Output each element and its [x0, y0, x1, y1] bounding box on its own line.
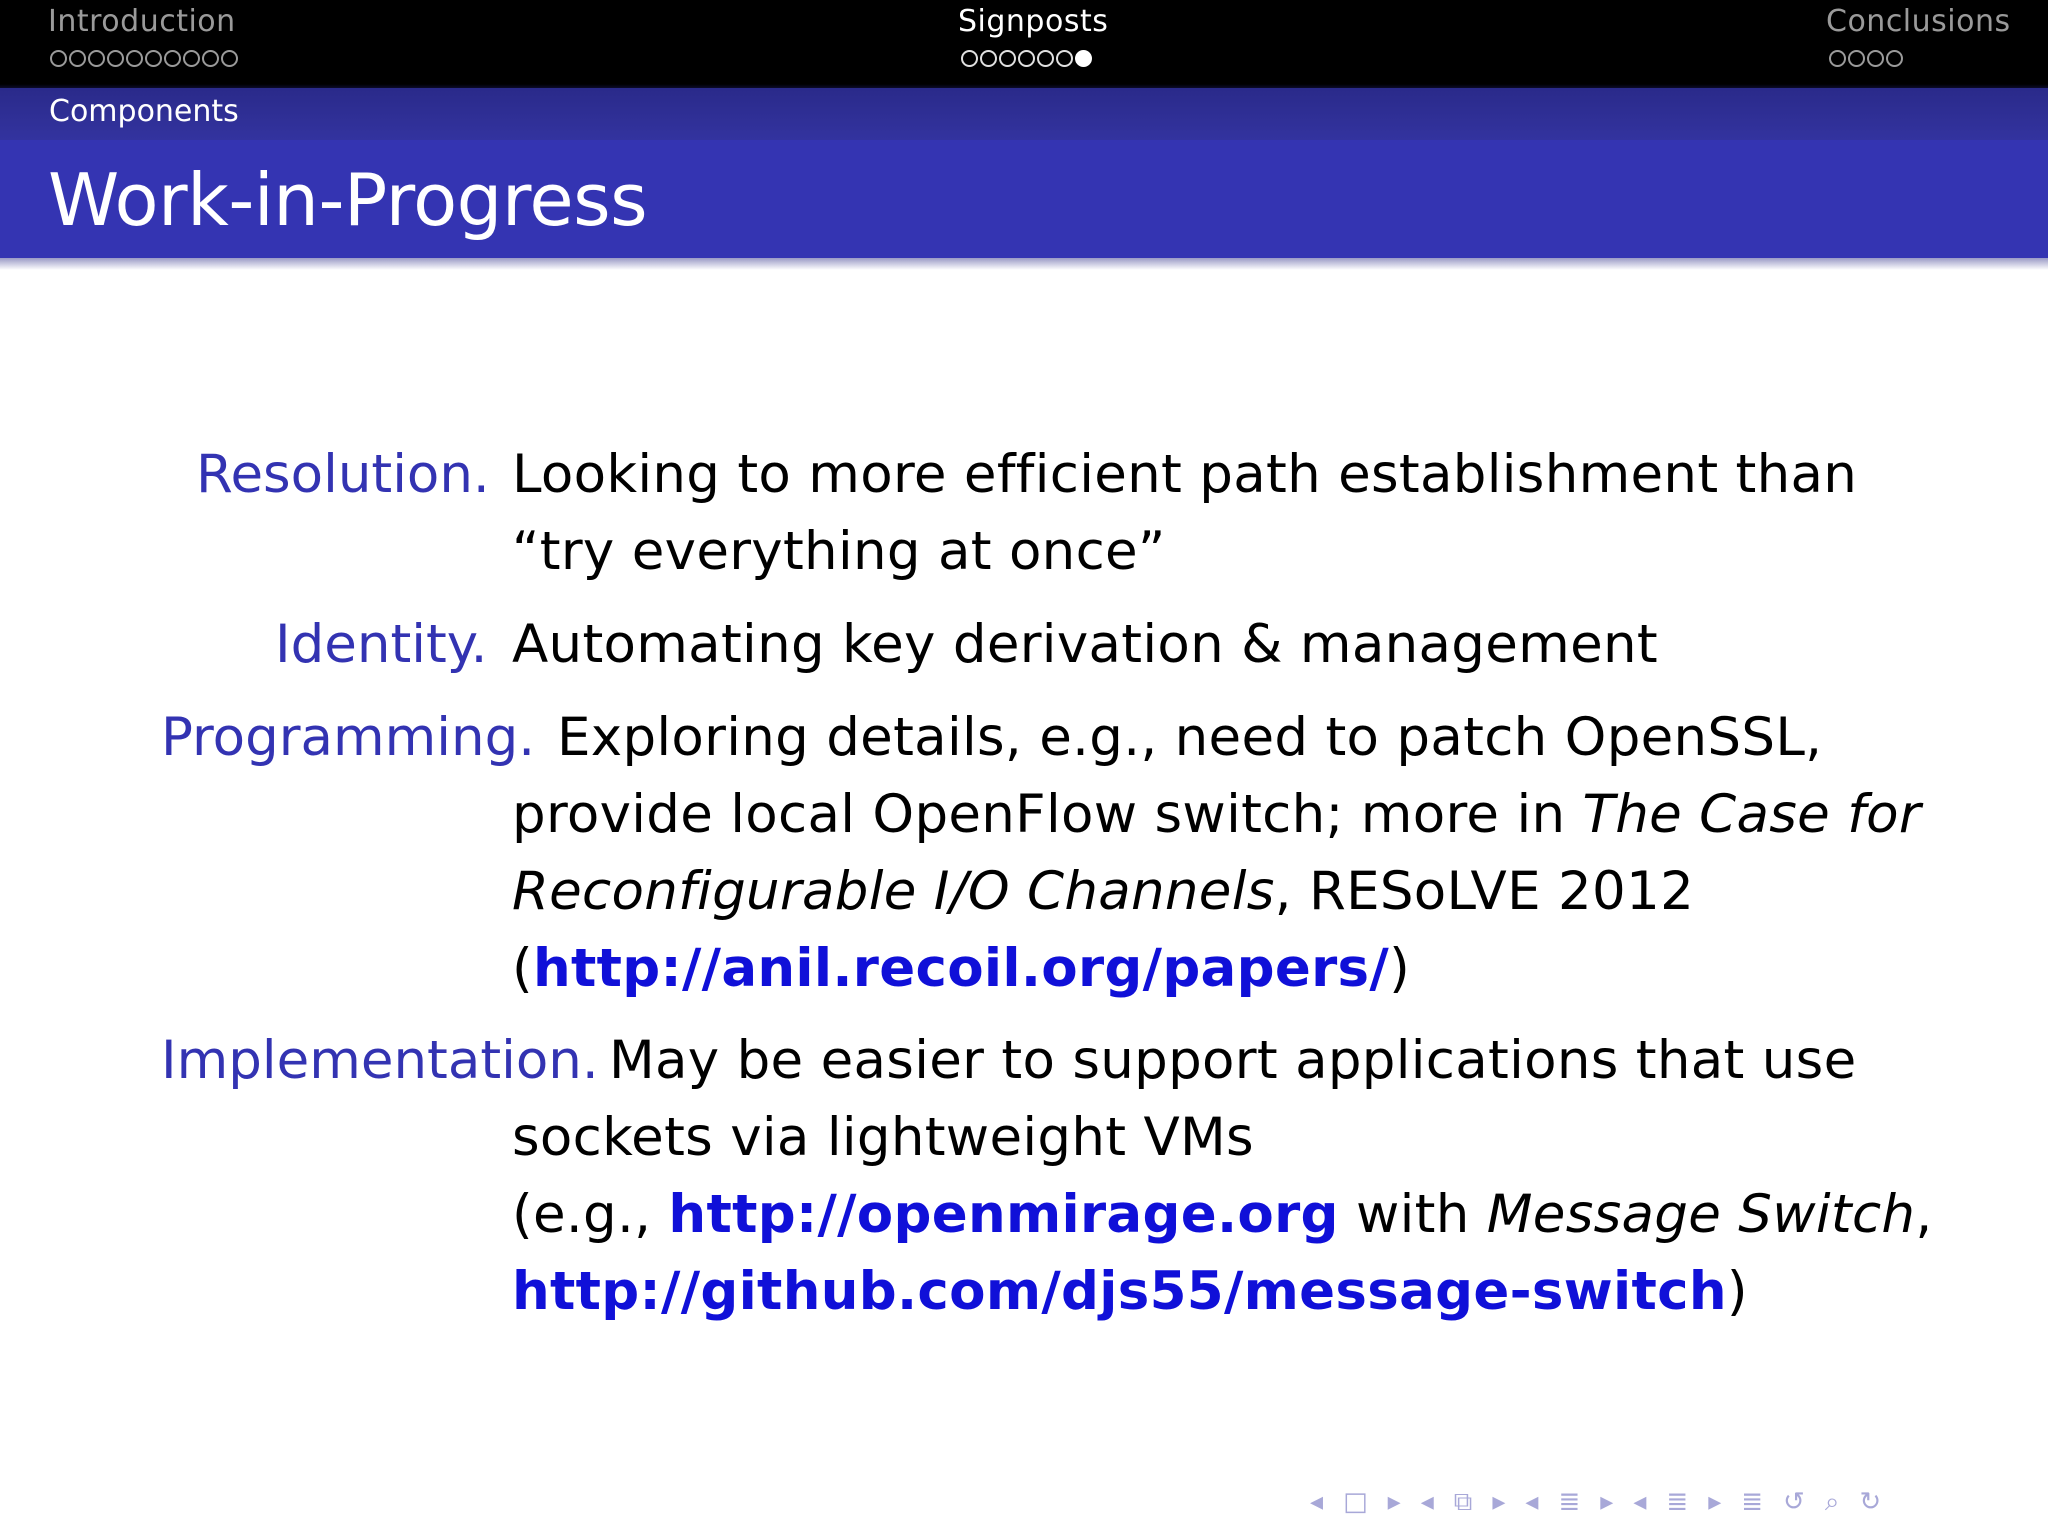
prev-section-icon[interactable]: ◂ — [1633, 1487, 1647, 1517]
close-paren: ) — [1389, 938, 1411, 999]
programming-line-3 — [512, 861, 1694, 922]
message-switch-name: Message Switch — [1486, 1184, 1916, 1245]
nav-section-signposts[interactable]: Signposts — [958, 4, 1109, 39]
implementation-line-1: May be easier to support applications that use — [609, 1030, 1857, 1091]
next-subsection-icon[interactable]: ▸ — [1600, 1487, 1614, 1517]
current-frame-dot[interactable] — [1075, 50, 1092, 67]
frame-icon[interactable]: □ — [1343, 1487, 1368, 1517]
close-paren: ) — [1726, 1261, 1748, 1322]
prev-slide-icon[interactable]: ◂ — [1420, 1487, 1434, 1517]
openmirage-link[interactable]: http://openmirage.org — [668, 1184, 1339, 1245]
nav-section-conclusions[interactable]: Conclusions — [1826, 4, 2011, 39]
programming-line-4 — [512, 938, 1410, 999]
subsection-bar — [0, 88, 2048, 140]
implementation-line-2: sockets via lightweight VMs — [512, 1107, 1254, 1168]
papers-link[interactable]: http://anil.recoil.org/papers/ — [532, 938, 1390, 999]
subsection-label: Components — [49, 94, 239, 129]
redo-icon[interactable]: ↻ — [1859, 1487, 1882, 1517]
frame-dot[interactable] — [999, 50, 1016, 67]
resolution-line-2: “try everything at once” — [512, 521, 1166, 582]
frame-dot[interactable] — [50, 50, 67, 67]
next-section-icon[interactable]: ▸ — [1708, 1487, 1722, 1517]
eg-prefix: (e.g., — [512, 1184, 669, 1245]
subsection-icon[interactable]: ≣ — [1558, 1487, 1581, 1517]
frame-dot[interactable] — [183, 50, 200, 67]
frame-title-bar — [0, 140, 2048, 258]
frame-dot[interactable] — [69, 50, 86, 67]
nav-section-introduction[interactable]: Introduction — [48, 4, 236, 39]
section-icon[interactable]: ≣ — [1666, 1487, 1689, 1517]
frame-title: Work-in-Progress — [48, 158, 648, 242]
section-navigation-bar — [0, 0, 2048, 88]
resolution-line-1: Looking to more efficient path establishment than — [512, 444, 1858, 505]
term-identity: Identity. — [275, 614, 488, 675]
next-slide-icon[interactable]: ▸ — [1492, 1487, 1506, 1517]
frame-dot[interactable] — [1829, 50, 1846, 67]
programming-line-1: Exploring details, e.g., need to patch OpenSSL, — [557, 707, 1823, 768]
implementation-line-4 — [512, 1261, 1748, 1322]
comma: , — [1915, 1184, 1933, 1245]
frame-dot[interactable] — [1018, 50, 1035, 67]
frame-dot[interactable] — [107, 50, 124, 67]
search-icon[interactable]: ⌕ — [1824, 1486, 1840, 1517]
next-frame-icon[interactable]: ▸ — [1387, 1487, 1401, 1517]
term-programming: Programming. — [161, 707, 536, 768]
frame-dot[interactable] — [164, 50, 181, 67]
frame-dot[interactable] — [202, 50, 219, 67]
frame-dot[interactable] — [145, 50, 162, 67]
nav-dots-introduction — [50, 50, 238, 70]
nav-dots-signposts — [961, 50, 1092, 70]
open-paren: ( — [512, 938, 533, 999]
frame-dot[interactable] — [1848, 50, 1865, 67]
frame-dot[interactable] — [221, 50, 238, 67]
programming-line-2 — [512, 784, 1921, 845]
slide-icon[interactable]: ⧉ — [1453, 1486, 1473, 1517]
identity-line-1: Automating key derivation & management — [512, 614, 1658, 675]
term-resolution: Resolution. — [196, 444, 490, 505]
frame-dot[interactable] — [126, 50, 143, 67]
github-link[interactable]: http://github.com/djs55/message-switch — [512, 1261, 1727, 1322]
paper-title-part-1: The Case for — [1582, 784, 1921, 845]
paper-title-part-2: Reconfigurable I/O Channels — [512, 861, 1275, 922]
undo-icon[interactable]: ↺ — [1783, 1487, 1805, 1517]
prev-subsection-icon[interactable]: ◂ — [1525, 1487, 1539, 1517]
frame-dot[interactable] — [980, 50, 997, 67]
programming-line-3-text: , RESoLVE 2012 — [1274, 861, 1695, 922]
beamer-navigation-symbols — [1310, 1482, 1881, 1522]
frame-dot[interactable] — [1037, 50, 1054, 67]
frame-dot[interactable] — [1056, 50, 1073, 67]
implementation-line-3 — [512, 1184, 1932, 1245]
title-shadow — [0, 258, 2048, 270]
frame-dot[interactable] — [1867, 50, 1884, 67]
frame-dot[interactable] — [88, 50, 105, 67]
frame-dot[interactable] — [961, 50, 978, 67]
term-implementation: Implementation. — [161, 1030, 599, 1091]
frame-dot[interactable] — [1886, 50, 1903, 67]
with-text: with — [1338, 1184, 1487, 1245]
nav-dots-conclusions — [1829, 50, 1903, 70]
programming-line-2-text: provide local OpenFlow switch; more in — [512, 784, 1583, 845]
prev-frame-icon[interactable]: ◂ — [1310, 1487, 1324, 1517]
document-icon[interactable]: ≣ — [1741, 1487, 1764, 1517]
